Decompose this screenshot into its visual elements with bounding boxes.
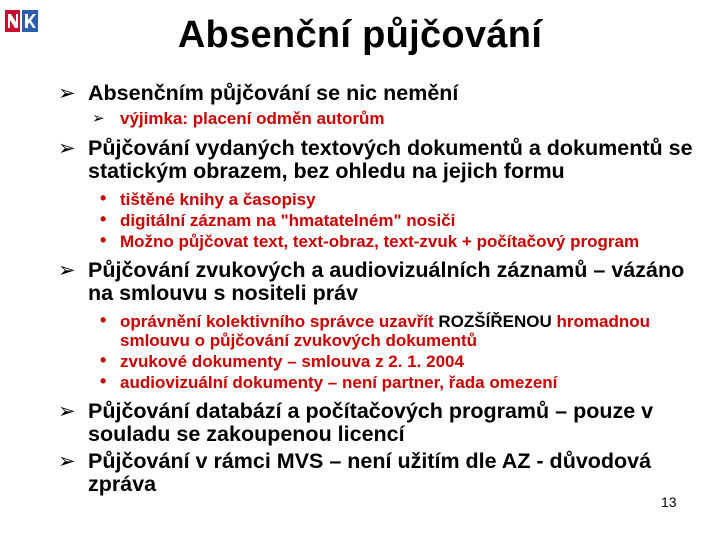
bullet-3-sub-3 <box>56 373 696 392</box>
bullet-4 <box>56 400 696 446</box>
arrow-bullet-icon: ➢ <box>58 82 76 105</box>
bullet-2-sublist <box>56 190 696 251</box>
page-number: 13 <box>661 494 677 510</box>
dot-bullet-icon: • <box>100 209 107 229</box>
dot-bullet-icon: • <box>100 350 107 370</box>
bullet-3-sublist <box>56 312 696 392</box>
slide-title: Absenční půjčování <box>177 14 543 56</box>
bullet-2-sub-2 <box>56 211 696 230</box>
arrow-bullet-icon: ➢ <box>58 400 76 423</box>
bullet-2-sub-3-text: Možno půjčovat text, text-obraz, text-zvuk + počítačový program <box>120 232 640 251</box>
dot-bullet-icon: • <box>100 310 107 330</box>
arrow-bullet-icon: ➢ <box>58 450 76 473</box>
arrow-bullet-icon: ➢ <box>58 259 76 282</box>
bullet-5-text: Půjčování v rámci MVS – není užitím dle AZ - důvodová zpráva <box>88 449 652 496</box>
dot-bullet-icon: • <box>100 188 107 208</box>
bullet-3-sub-1-caps: ROZŠÍŘENOU <box>438 312 552 331</box>
bullet-3-sub-2-text: zvukové dokumenty – smlouva z 2. 1. 2004 <box>120 352 464 371</box>
bullet-2-sub-3 <box>56 232 696 251</box>
bullet-1-text: Absenčním půjčování se nic nemění <box>88 81 459 105</box>
bullet-2-sub-1 <box>56 190 696 209</box>
bullet-3-sub-2 <box>56 352 696 371</box>
bullet-2 <box>56 137 696 183</box>
bullet-3-sub-1-text: oprávnění kolektivního správce uzavřít <box>120 312 434 331</box>
bullet-3-sub-1 <box>56 312 696 350</box>
dot-bullet-icon: • <box>100 230 107 250</box>
bullet-3 <box>56 259 696 305</box>
bullet-5 <box>56 450 696 496</box>
slide-content <box>56 82 696 500</box>
arrow-bullet-icon: ➢ <box>92 110 105 127</box>
bullet-1-sub-1-text: výjimka: placení odměn autorům <box>120 109 385 128</box>
bullet-4-text: Půjčování databází a počítačových programů – pouze v souladu se zakoupenou licencí <box>88 399 654 446</box>
bullet-2-text: Půjčování vydaných textových dokumentů a dokumentů se statickým obrazem, bez ohledu na jejich formu <box>88 136 693 183</box>
bullet-3-sub-3-text: audiovizuální dokumenty – není partner, řada omezení <box>120 373 558 392</box>
bullet-3-text: Půjčování zvukových a audiovizuálních záznamů – vázáno na smlouvu s nositeli práv <box>88 258 685 305</box>
bullet-3-sub-1-rest: hromadnou smlouvu o půjčování zvukových dokumentů <box>120 312 650 350</box>
dot-bullet-icon: • <box>100 371 107 391</box>
bullet-1 <box>56 82 696 105</box>
bullet-2-sub-1-text: tištěné knihy a časopisy <box>120 190 316 209</box>
arrow-bullet-icon: ➢ <box>58 137 76 160</box>
bullet-2-sub-2-text: digitální záznam na "hmatatelném" nosiči <box>120 211 456 230</box>
bullet-1-sub-1 <box>56 109 696 129</box>
